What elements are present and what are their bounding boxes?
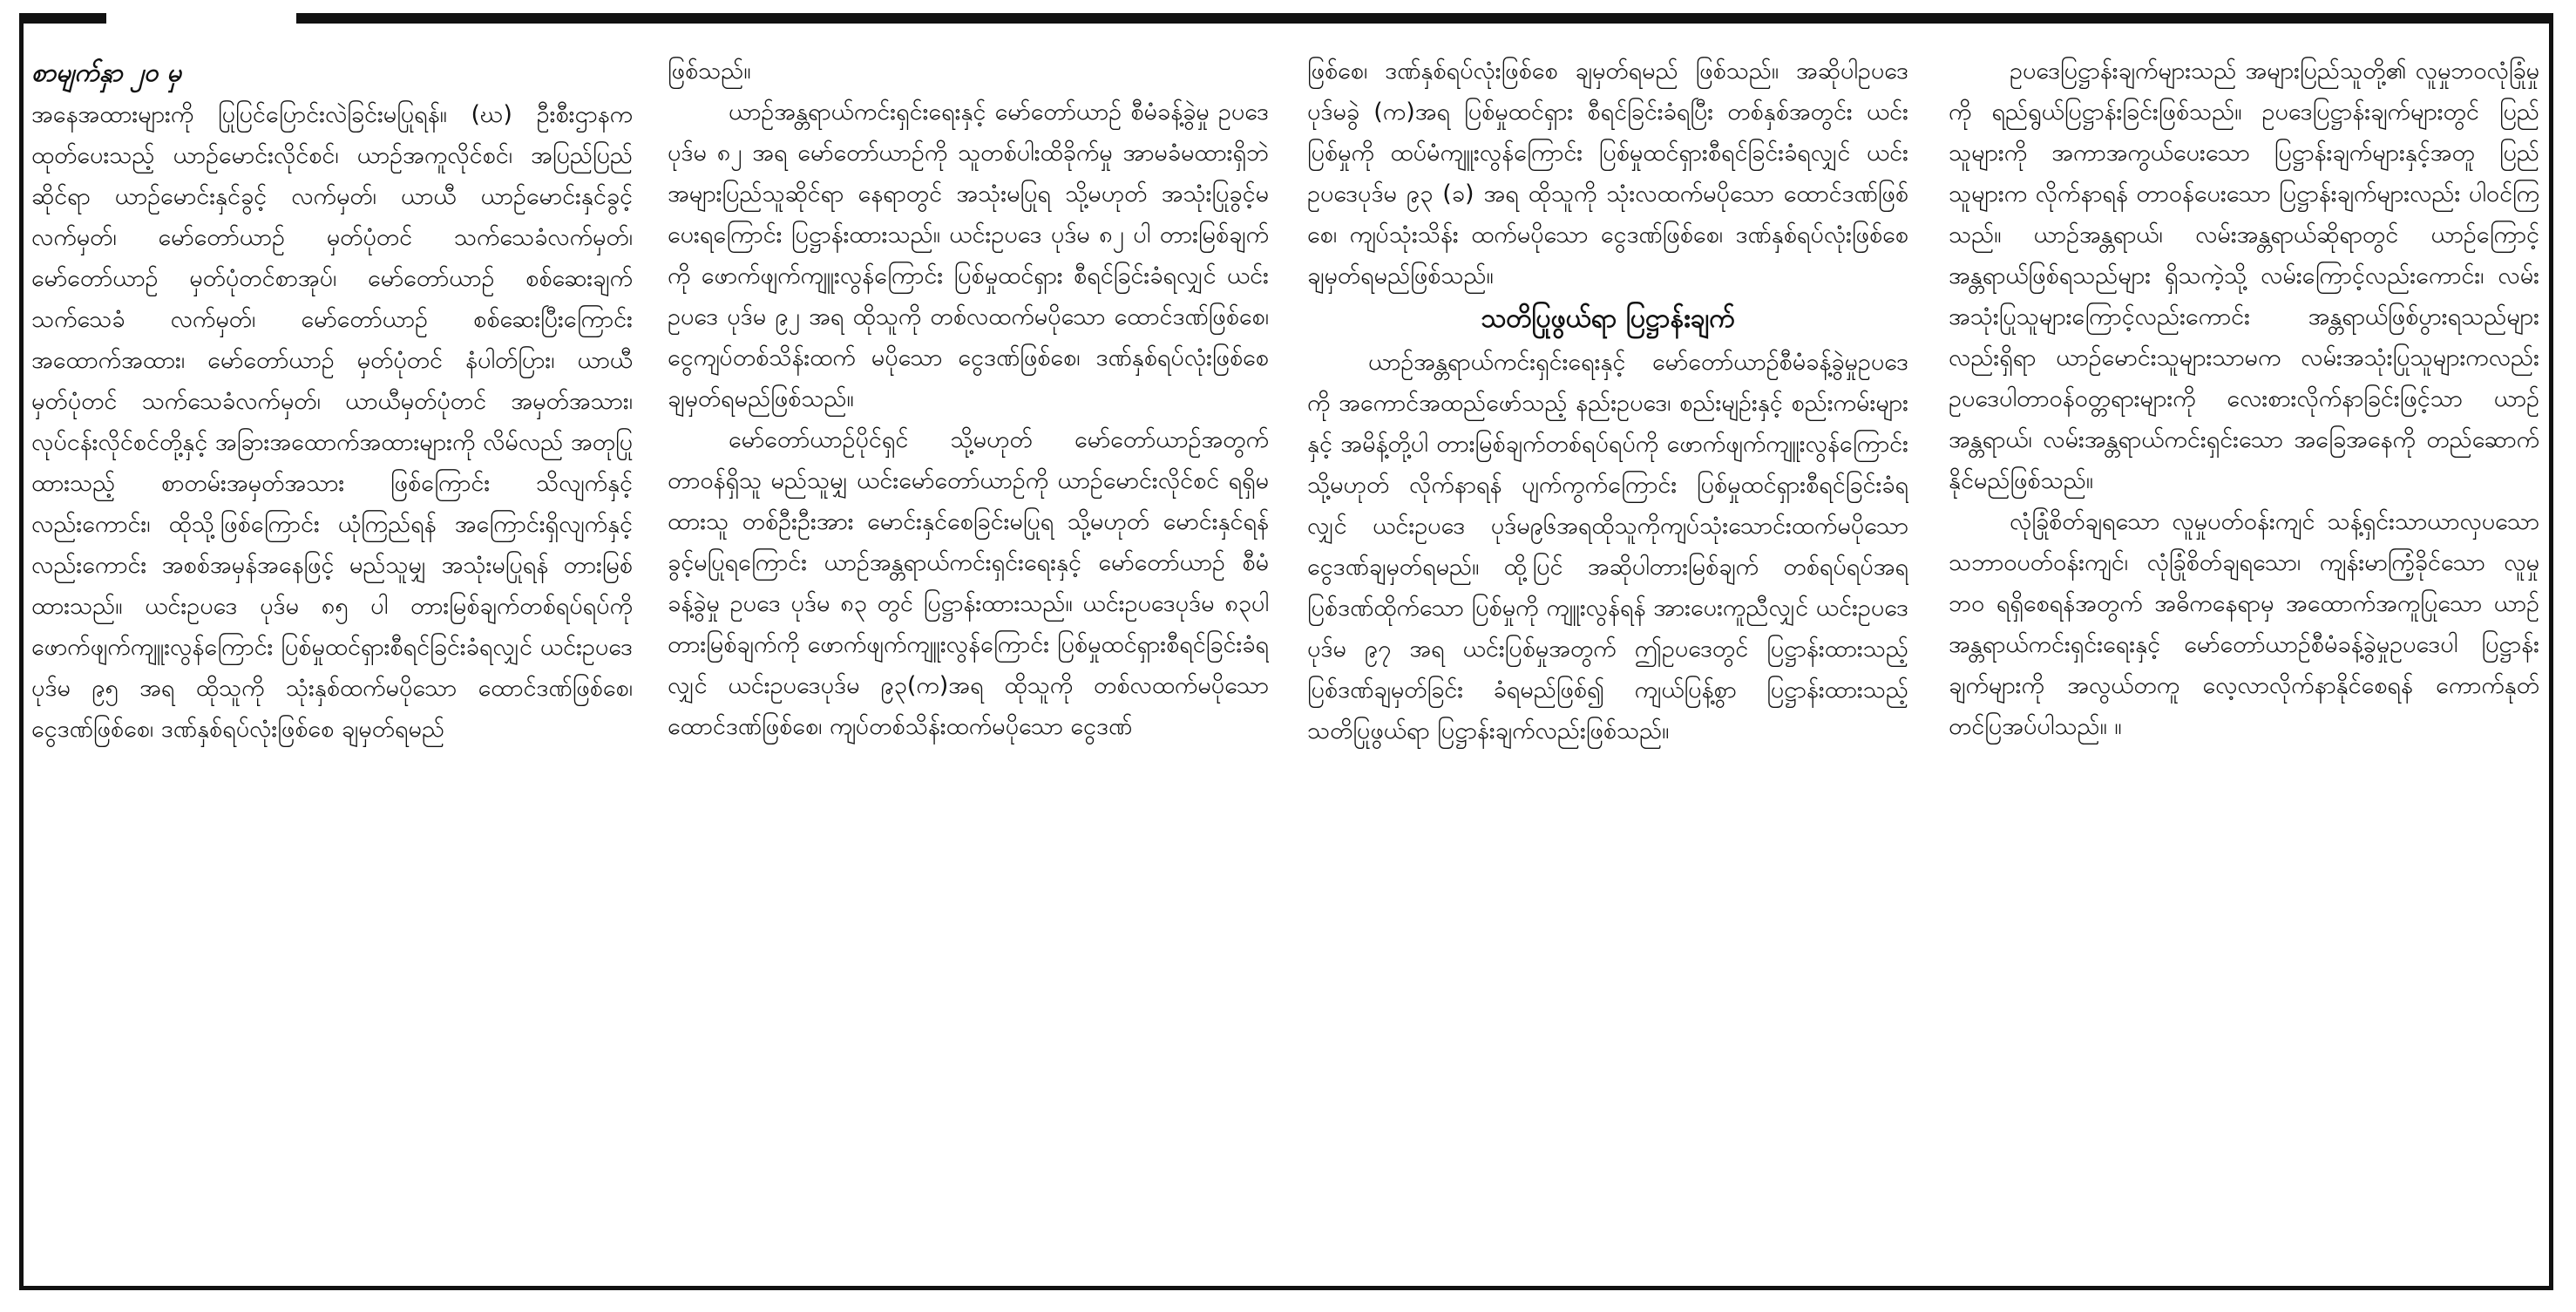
paragraph: ဖြစ်စေ၊ ဒဏ်နှစ်ရပ်လုံးဖြစ်စေ ချမှတ်ရမည် ဖြစ်သည်။ အဆိုပါဥပဒေပုဒ်မခွဲ (က)အရ ပြစ်မှုထင်ရှား စီရင်ခြင်းခံရပြီး တစ်နှစ်အတွင်း ယင်းပြစ်မှုကို ထပ်မံကျူးလွန်ကြောင်း ပြစ်မှုထင်ရှားစီရင်ခြင်းခံရလျှင် ယင်းဥပဒေပုဒ်မ ၉၃ (ခ) အရ ထိုသူကို သုံးလထက်မပိုသော ထောင်ဒဏ်ဖြစ်စေ၊ ကျပ်သုံးသိန်း ထက်မပိုသော ငွေဒဏ်ဖြစ်စေ၊ ဒဏ်နှစ်ရပ်လုံးဖြစ်စေ ချမှတ်ရမည်ဖြစ်သည်။ — [1307, 58, 1908, 289]
paragraph: လုံခြုံစိတ်ချရသော လူမှုပတ်ဝန်းကျင် သန့်ရှင်းသာယာလှပသော သဘာဝပတ်ဝန်းကျင်၊ လုံခြုံစိတ်ချရသော၊ ကျန်းမာကြံ့ခိုင်သော လူမှုဘဝ ရရှိစေရန်အတွက် အဓိကနေရာမှ အထောက်အကူပြုသော ယာဉ်အန္တရာယ်ကင်းရှင်းရေးနှင့် မော်တော်ယာဉ်စီမံခန့်ခွဲမှုဥပဒေပါ ပြဋ္ဌာန်းချက်များကို အလွယ်တကူ လေ့လာလိုက်နာနိုင်စေရန် ကောက်နုတ်တင်ပြအပ်ပါသည်။ ။ — [1949, 508, 2539, 740]
paragraph: မော်တော်ယာဉ်ပိုင်ရှင် သို့မဟုတ် မော်တော်ယာဉ်အတွက် တာဝန်ရှိသူ မည်သူမျှ ယင်းမော်တော်ယာဉ်ကို ယာဉ်မောင်းလိုင်စင် ရရှိမထားသူ တစ်ဦးဦးအား မောင်းနှင်စေခြင်းမပြုရ သို့မဟုတ် မောင်းနှင်ရန် ခွင့်မပြုရကြောင်း ယာဉ်အန္တရာယ်ကင်းရှင်းရေးနှင့် မော်တော်ယာဉ် စီမံခန့်ခွဲမှု ဥပဒေ ပုဒ်မ ၈၃ တွင် ပြဋ္ဌာန်းထားသည်။ ယင်းဥပဒေပုဒ်မ ၈၃ပါတားမြစ်ချက်ကို ဖောက်ဖျက်ကျူးလွန်ကြောင်း ပြစ်မှုထင်ရှားစီရင်ခြင်းခံရလျှင် ယင်းဥပဒေပုဒ်မ ၉၃(က)အရ ထိုသူကို တစ်လထက်မပိုသော ထောင်ဒဏ်ဖြစ်စေ၊ ကျပ်တစ်သိန်းထက်မပိုသော ငွေဒဏ် — [668, 426, 1269, 740]
column-3 — [1307, 51, 1908, 1271]
continued-from-label: စာမျက်နှာ ၂၀ မှ — [31, 58, 181, 87]
section-heading: သတိပြုဖွယ်ရာ ပြဋ္ဌာန်းချက် — [1481, 303, 1735, 334]
column-4 — [1949, 51, 2539, 1271]
column-1 — [31, 51, 633, 1271]
paragraph: ဖြစ်သည်။ — [668, 58, 751, 85]
paragraph: အနေအထားများကို ပြုပြင်ပြောင်းလဲခြင်းမပြုရန်။ (ဃ) ဦးစီးဌာနကထုတ်ပေးသည့် ယာဉ်မောင်းလိုင်စင်၊ ယာဉ်အကူလိုင်စင်၊ အပြည်ပြည်ဆိုင်ရာ ယာဉ်မောင်းနှင်ခွင့် လက်မှတ်၊ ယာယီ ယာဉ်မောင်းနှင်ခွင့်လက်မှတ်၊ မော်တော်ယာဉ် မှတ်ပုံတင် သက်သေခံလက်မှတ်၊ မော်တော်ယာဉ် မှတ်ပုံတင်စာအုပ်၊ မော်တော်ယာဉ် စစ်ဆေးချက် သက်သေခံ လက်မှတ်၊ မော်တော်ယာဉ် စစ်ဆေးပြီးကြောင်း အထောက်အထား၊ မော်တော်ယာဉ် မှတ်ပုံတင် နံပါတ်ပြား၊ ယာယီမှတ်ပုံတင် သက်သေခံလက်မှတ်၊ ယာယီမှတ်ပုံတင် အမှတ်အသား၊ လုပ်ငန်းလိုင်စင်တို့နှင့် အခြားအထောက်အထားများကို လိမ်လည် အတုပြုထားသည့် စာတမ်းအမှတ်အသား ဖြစ်ကြောင်း သိလျက်နှင့်လည်းကောင်း၊ ထိုသို့ဖြစ်ကြောင်း ယုံကြည်ရန် အကြောင်းရှိလျက်နှင့်လည်းကောင်း အစစ်အမှန်အနေဖြင့် မည်သူမျှ အသုံးမပြုရန် တားမြစ်ထားသည်။ ယင်းဥပဒေ ပုဒ်မ ၈၅ ပါ တားမြစ်ချက်တစ်ရပ်ရပ်ကို ဖောက်ဖျက်ကျူးလွန်ကြောင်း ပြစ်မှုထင်ရှားစီရင်ခြင်းခံရလျှင် ယင်းဥပဒေ ပုဒ်မ ၉၅ အရ ထိုသူကို သုံးနှစ်ထက်မပိုသော ထောင်ဒဏ်ဖြစ်စေ၊ ငွေဒဏ်ဖြစ်စေ၊ ဒဏ်နှစ်ရပ်လုံးဖြစ်စေ ချမှတ်ရမည် — [31, 101, 633, 743]
column-2 — [668, 51, 1269, 1271]
paragraph: ယာဉ်အန္တရာယ်ကင်းရှင်းရေးနှင့် မော်တော်ယာဉ်စီမံခန့်ခွဲမှုဥပဒေကို အကောင်အထည်ဖော်သည့် နည်းဥပဒေ၊ စည်းမျဉ်းနှင့် စည်းကမ်းများနှင့် အမိန့်တို့ပါ တားမြစ်ချက်တစ်ရပ်ရပ်ကို ဖောက်ဖျက်ကျူးလွန်ကြောင်း သို့မဟုတ် လိုက်နာရန် ပျက်ကွက်ကြောင်း ပြစ်မှုထင်ရှားစီရင်ခြင်းခံရလျှင် ယင်းဥပဒေ ပုဒ်မ၉၆အရထိုသူကိုကျပ်သုံးသောင်းထက်မပိုသော ငွေဒဏ်ချမှတ်ရမည်။ ထို့ပြင် အဆိုပါတားမြစ်ချက် တစ်ရပ်ရပ်အရ ပြစ်ဒဏ်ထိုက်သော ပြစ်မှုကို ကျူးလွန်ရန် အားပေးကူညီလျှင် ယင်းဥပဒေပုဒ်မ ၉၇ အရ ယင်းပြစ်မှုအတွက် ဤဥပဒေတွင် ပြဋ္ဌာန်းထားသည့် ပြစ်ဒဏ်ချမှတ်ခြင်း ခံရမည်ဖြစ်၍ ကျယ်ပြန့်စွာ ပြဋ္ဌာန်းထားသည့် သတိပြုဖွယ်ရာ ပြဋ္ဌာန်းချက်လည်းဖြစ်သည်။ — [1307, 349, 1908, 744]
paragraph: ဥပဒေပြဋ္ဌာန်းချက်များသည် အများပြည်သူတို့၏ လူမှုဘဝလုံခြုံမှုကို ရည်ရွယ်ပြဋ္ဌာန်းခြင်းဖြစ်သည်။ ဥပဒေပြဋ္ဌာန်းချက်များတွင် ပြည်သူများကို အကာအကွယ်ပေးသော ပြဋ္ဌာန်းချက်များနှင့်အတူ ပြည်သူများက လိုက်နာရန် တာဝန်ပေးသော ပြဋ္ဌာန်းချက်များလည်း ပါဝင်ကြသည်။ ယာဉ်အန္တရာယ်၊ လမ်းအန္တရာယ်ဆိုရာတွင် ယာဉ်ကြောင့် အန္တရာယ်ဖြစ်ရသည်များ ရှိသကဲ့သို့ လမ်းကြောင့်လည်းကောင်း၊ လမ်းအသုံးပြုသူများကြောင့်လည်းကောင်း အန္တရာယ်ဖြစ်ပွားရသည်များလည်းရှိရာ ယာဉ်မောင်းသူများသာမက လမ်းအသုံးပြုသူများကလည်း ဥပဒေပါတာဝန်ဝတ္တရားများကို လေးစားလိုက်နာခြင်းဖြင့်သာ ယာဉ်အန္တရာယ်၊ လမ်းအန္တရာယ်ကင်းရှင်းသော အခြေအနေကို တည်ဆောက်နိုင်မည်ဖြစ်သည်။ — [1949, 58, 2539, 494]
paragraph: ယာဉ်အန္တရာယ်ကင်းရှင်းရေးနှင့် မော်တော်ယာဉ် စီမံခန့်ခွဲမှု ဥပဒေပုဒ်မ ၈၂ အရ မော်တော်ယာဉ်ကို သူတစ်ပါးထိခိုက်မှု အာမခံမထားရှိဘဲ အများပြည်သူဆိုင်ရာ နေရာတွင် အသုံးမပြုရ သို့မဟုတ် အသုံးပြုခွင့်မပေးရကြောင်း ပြဋ္ဌာန်းထားသည်။ ယင်းဥပဒေ ပုဒ်မ ၈၂ ပါ တားမြစ်ချက်ကို ဖောက်ဖျက်ကျူးလွန်ကြောင်း ပြစ်မှုထင်ရှား စီရင်ခြင်းခံရလျှင် ယင်းဥပဒေ ပုဒ်မ ၉၂ အရ ထိုသူကို တစ်လထက်မပိုသော ထောင်ဒဏ်ဖြစ်စေ၊ ငွေကျပ်တစ်သိန်းထက် မပိုသော ငွေဒဏ်ဖြစ်စေ၊ ဒဏ်နှစ်ရပ်လုံးဖြစ်စေ ချမှတ်ရမည်ဖြစ်သည်။ — [668, 99, 1269, 412]
